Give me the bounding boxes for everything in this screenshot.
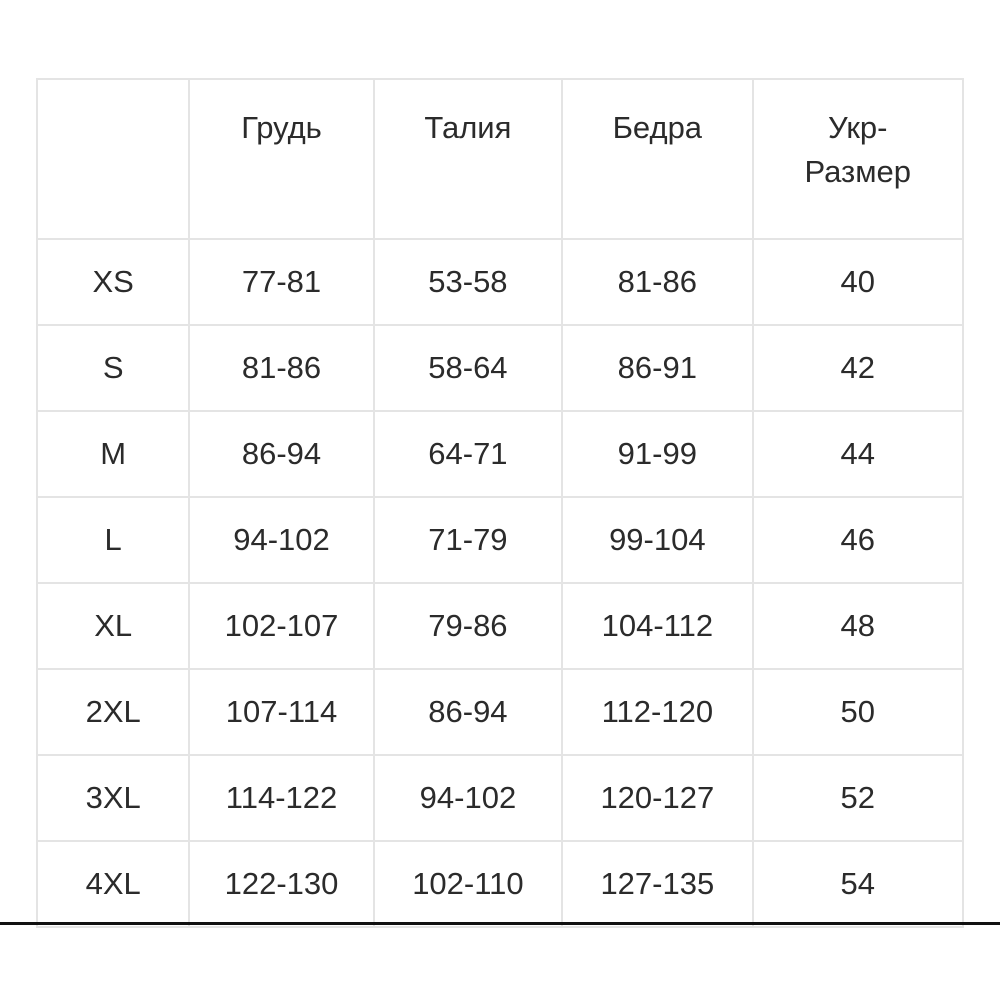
cell-chest: 77-81 — [189, 239, 373, 325]
cell-hips: 81-86 — [562, 239, 752, 325]
cell-size: 2XL — [37, 669, 189, 755]
cell-ukr-size: 50 — [753, 669, 963, 755]
table-row — [37, 411, 963, 497]
cell-hips: 112-120 — [562, 669, 752, 755]
cell-ukr-size: 48 — [753, 583, 963, 669]
cell-chest: 122-130 — [189, 841, 373, 927]
cell-ukr-size: 46 — [753, 497, 963, 583]
table-row — [37, 755, 963, 841]
cell-waist: 71-79 — [374, 497, 562, 583]
table-row — [37, 325, 963, 411]
header-ukr-size — [753, 79, 963, 239]
cell-ukr-size: 42 — [753, 325, 963, 411]
cell-size: M — [37, 411, 189, 497]
header-chest: Грудь — [189, 79, 373, 239]
cell-chest: 86-94 — [189, 411, 373, 497]
cell-waist: 58-64 — [374, 325, 562, 411]
cell-chest: 107-114 — [189, 669, 373, 755]
header-row — [37, 79, 963, 239]
table-row — [37, 583, 963, 669]
cell-size: L — [37, 497, 189, 583]
cell-chest: 81-86 — [189, 325, 373, 411]
table-row — [37, 497, 963, 583]
header-waist: Талия — [374, 79, 562, 239]
cell-waist: 79-86 — [374, 583, 562, 669]
cell-ukr-size: 54 — [753, 841, 963, 927]
bottom-divider — [0, 922, 1000, 925]
cell-hips: 127-135 — [562, 841, 752, 927]
cell-chest: 114-122 — [189, 755, 373, 841]
cell-hips: 120-127 — [562, 755, 752, 841]
cell-chest: 102-107 — [189, 583, 373, 669]
cell-hips: 86-91 — [562, 325, 752, 411]
cell-size: S — [37, 325, 189, 411]
table-row — [37, 669, 963, 755]
cell-size: XS — [37, 239, 189, 325]
cell-size: XL — [37, 583, 189, 669]
header-hips: Бедра — [562, 79, 752, 239]
header-size — [37, 79, 189, 239]
cell-ukr-size: 40 — [753, 239, 963, 325]
cell-waist: 53-58 — [374, 239, 562, 325]
cell-hips: 104-112 — [562, 583, 752, 669]
table-row — [37, 841, 963, 927]
cell-waist: 64-71 — [374, 411, 562, 497]
cell-chest: 94-102 — [189, 497, 373, 583]
cell-hips: 91-99 — [562, 411, 752, 497]
cell-ukr-size: 52 — [753, 755, 963, 841]
cell-waist: 102-110 — [374, 841, 562, 927]
cell-waist: 86-94 — [374, 669, 562, 755]
cell-ukr-size: 44 — [753, 411, 963, 497]
cell-hips: 99-104 — [562, 497, 752, 583]
header-ukr-size-line2: Размер — [804, 154, 912, 189]
size-chart-table — [36, 78, 964, 928]
cell-waist: 94-102 — [374, 755, 562, 841]
cell-size: 4XL — [37, 841, 189, 927]
header-ukr-size-line1: Укр- — [828, 110, 888, 145]
table-row — [37, 239, 963, 325]
cell-size: 3XL — [37, 755, 189, 841]
